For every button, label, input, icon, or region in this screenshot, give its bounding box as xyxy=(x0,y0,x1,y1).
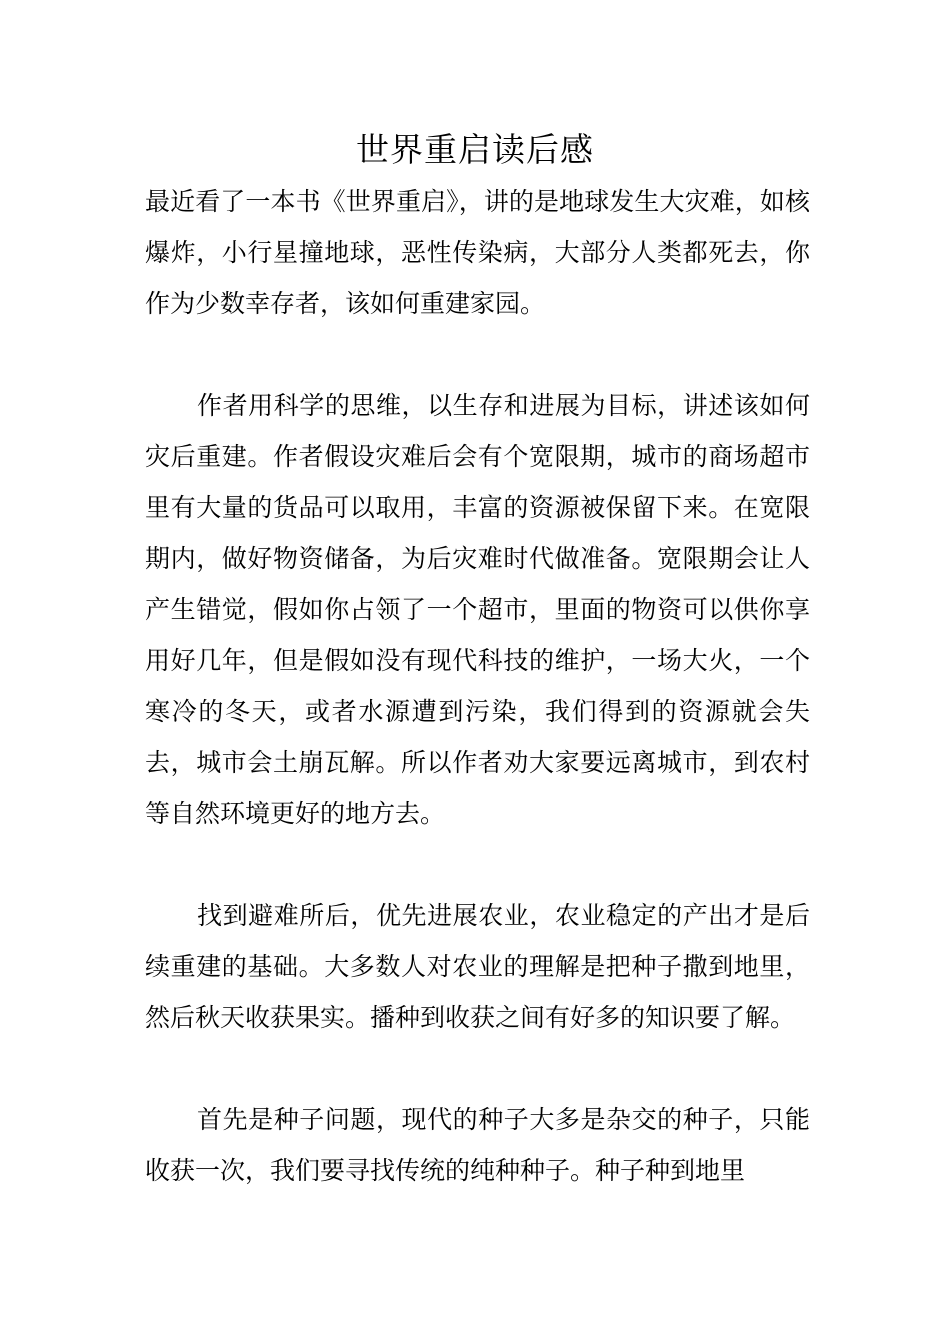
paragraph-agriculture: 找到避难所后，优先进展农业，农业稳定的产出才是后续重建的基础。大多数人对农业的理解是把种子撒到地里，然后秋天收获果实。播种到收获之间有好多的知识要了解。 xyxy=(145,901,810,1032)
document-title: 世界重启读后感 xyxy=(356,130,594,169)
paragraph-seeds: 首先是种子问题，现代的种子大多是杂交的种子，只能收获一次，我们要寻找传统的纯种种子。种子种到地里 xyxy=(145,1105,810,1185)
paragraph-intro: 最近看了一本书《世界重启》，讲的是地球发生大灾难，如核爆炸，小行星撞地球，恶性传染病，大部分人类都死去，你作为少数幸存者，该如何重建家园。 xyxy=(145,187,810,318)
document-body xyxy=(145,176,810,1196)
paragraph-grace-period: 作者用科学的思维，以生存和进展为目标，讲述该如何灾后重建。作者假设灾难后会有个宽限期，城市的商场超市里有大量的货品可以取用，丰富的资源被保留下来。在宽限期内，做好物资储备，为后灾难时代做准备。宽限期会让人产生错觉，假如你占领了一个超市，里面的物资可以供你享用好几年，但是假如没有现代科技的维护，一场大火，一个寒冷的冬天，或者水源遭到污染，我们得到的资源就会失去，城市会土崩瓦解。所以作者劝大家要远离城市，到农村等自然环境更好的地方去。 xyxy=(145,391,810,828)
